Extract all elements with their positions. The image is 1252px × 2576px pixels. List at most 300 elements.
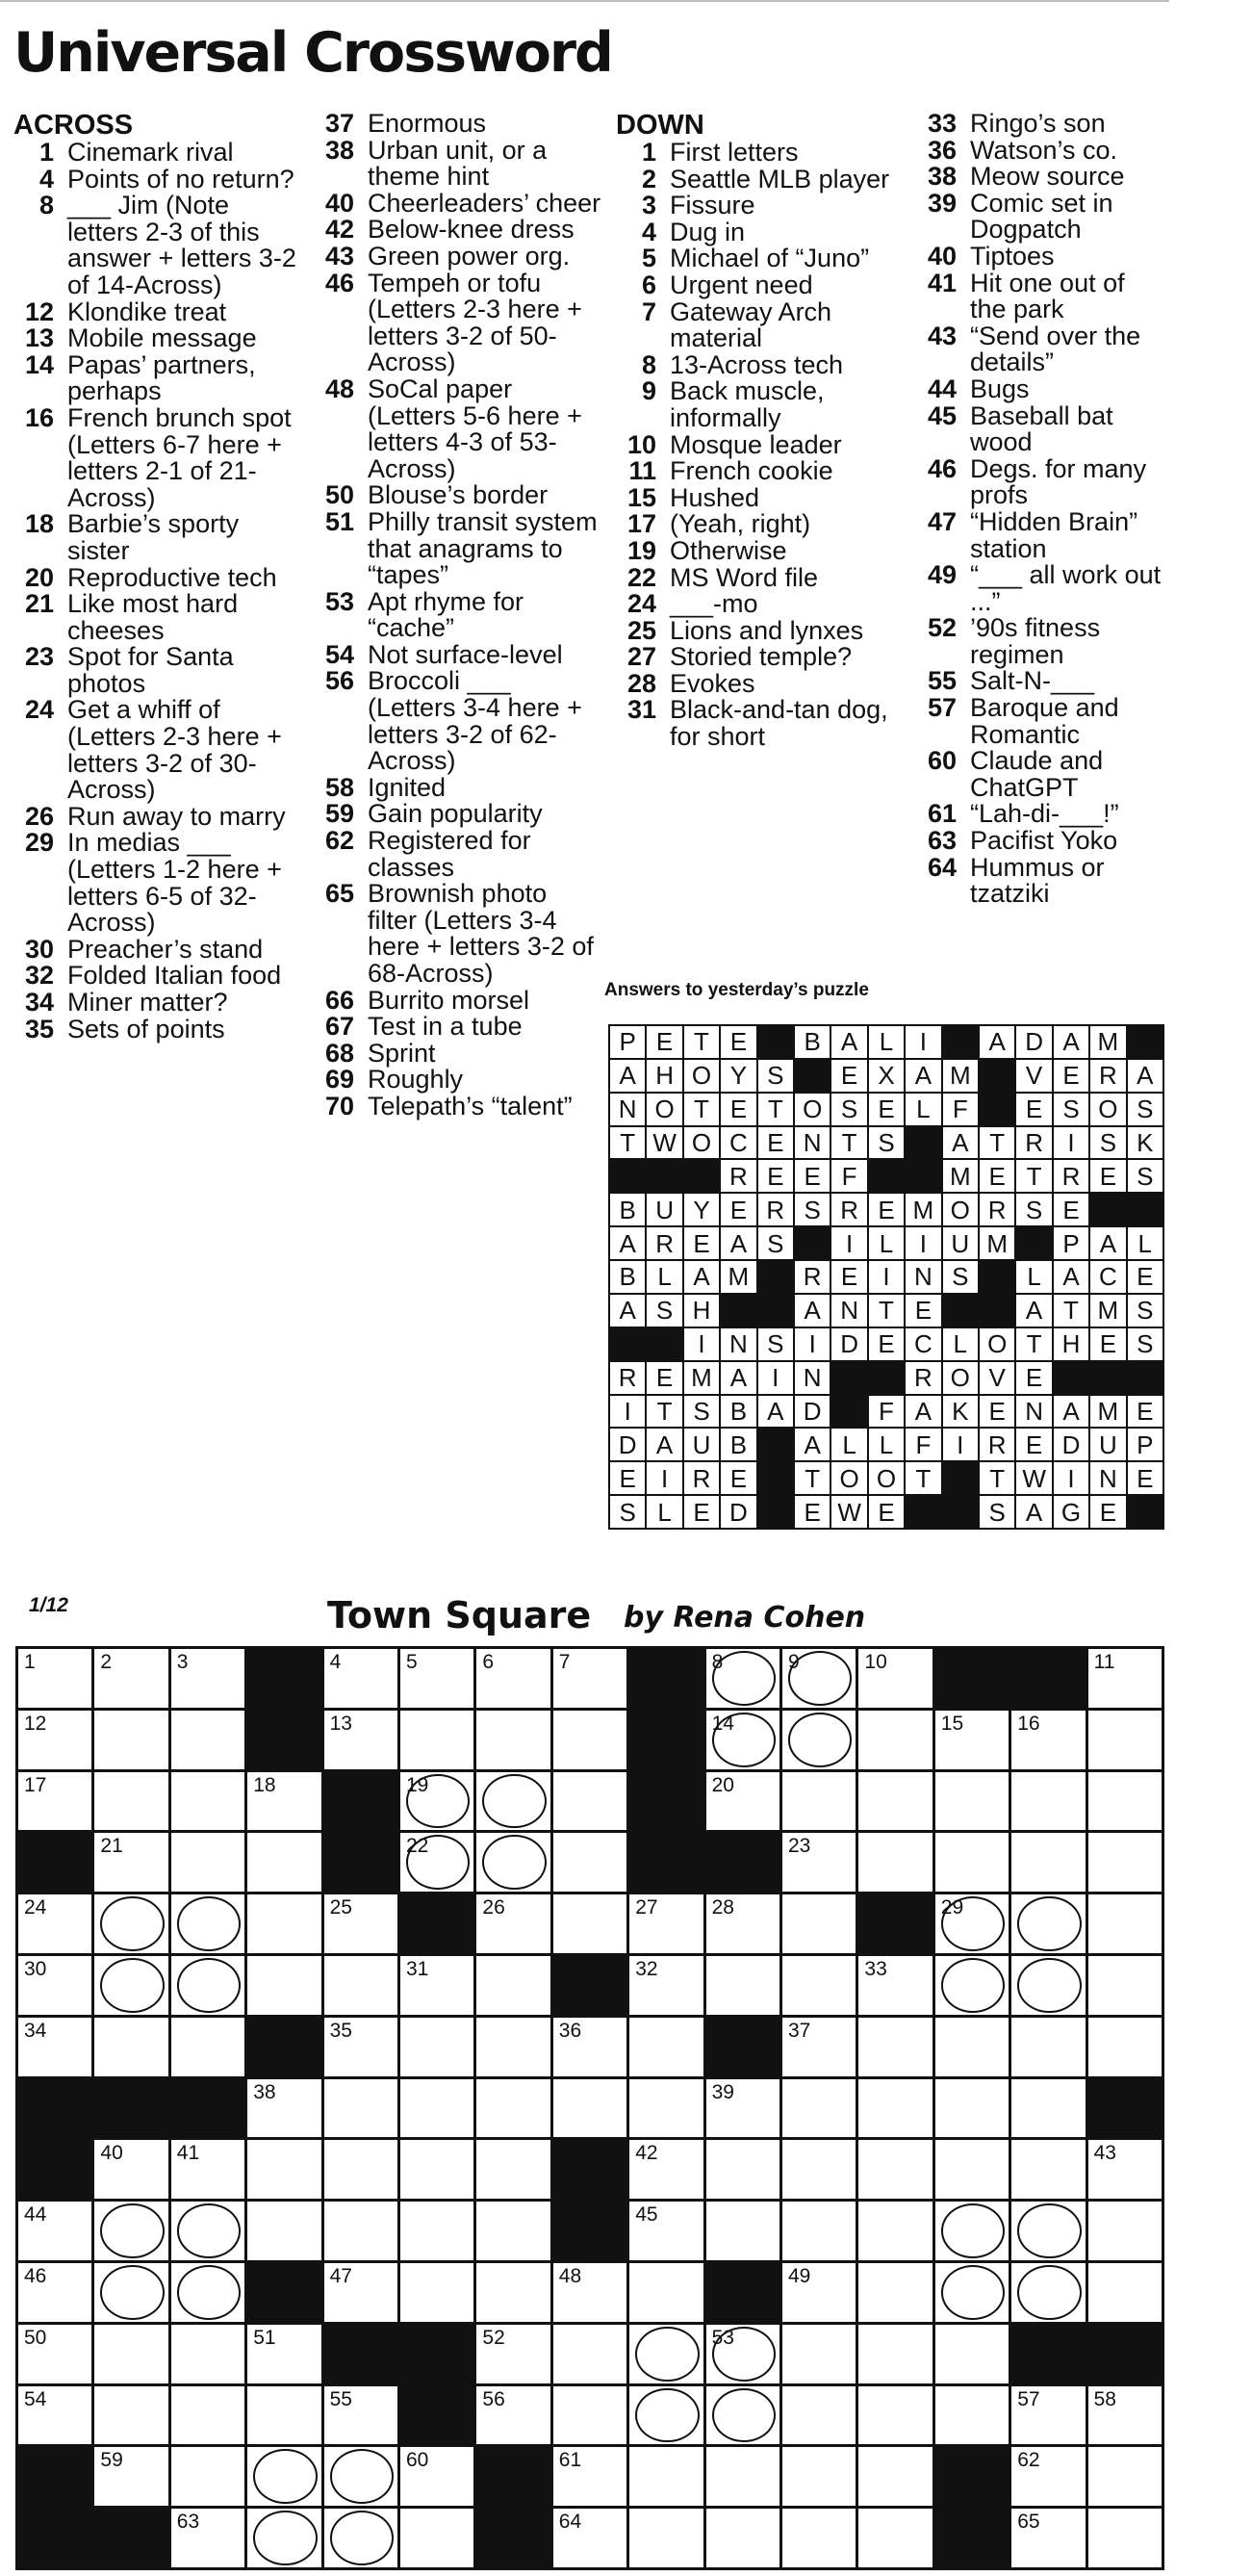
clue-item	[13, 140, 302, 167]
grid-cell[interactable]	[782, 1833, 856, 1892]
answer-cell: U	[1090, 1429, 1125, 1460]
clue-text: Tiptoes	[970, 241, 1055, 270]
grid-cell[interactable]	[247, 2447, 320, 2506]
clue-text: Hit one out of the park	[970, 268, 1125, 324]
grid-cell[interactable]	[324, 1711, 397, 1769]
grid-cell[interactable]	[629, 2079, 703, 2138]
grid-cell[interactable]	[935, 2018, 1009, 2076]
grid-cell[interactable]	[324, 2140, 397, 2199]
grid-cell[interactable]	[171, 2325, 244, 2383]
answer-cell: T	[684, 1026, 719, 1058]
grid-cell[interactable]	[553, 1649, 626, 1708]
answer-cell: N	[721, 1328, 755, 1360]
grid-cell[interactable]	[171, 1894, 244, 1953]
puzzle-title: Town Square	[327, 1594, 592, 1636]
grid-cell[interactable]	[706, 2386, 779, 2445]
clue-text: ___-mo	[670, 589, 758, 619]
clue-item	[13, 697, 302, 803]
grid-cell[interactable]	[476, 1772, 549, 1831]
clue-item	[13, 801, 302, 831]
grid-cell[interactable]	[476, 2079, 549, 2138]
grid-cell[interactable]	[782, 2263, 856, 2322]
grid-cell[interactable]	[1011, 2386, 1085, 2445]
grid-cell[interactable]	[171, 1649, 244, 1708]
grid-cell[interactable]	[782, 2018, 856, 2076]
grid-cell[interactable]	[400, 2263, 473, 2322]
grid-cell[interactable]	[706, 1894, 779, 1953]
clue-item	[616, 562, 905, 592]
clue-number: 63	[927, 826, 957, 856]
grid-cell[interactable]	[94, 2263, 167, 2322]
grid-cell[interactable]	[94, 1649, 167, 1708]
clue-item	[616, 644, 905, 671]
clue-text: Test in a tube	[368, 1012, 523, 1042]
grid-cell[interactable]	[247, 2202, 320, 2260]
grid-cell[interactable]	[706, 2202, 779, 2260]
grid-cell[interactable]	[553, 2079, 626, 2138]
answer-cell: T	[869, 1295, 904, 1327]
grid-cell[interactable]	[553, 2018, 626, 2076]
grid-cell[interactable]	[476, 1649, 549, 1708]
grid-cell[interactable]	[1011, 2447, 1085, 2506]
grid-cell[interactable]	[1011, 1894, 1085, 1953]
grid-cell[interactable]	[1088, 1649, 1162, 1708]
grid-cell[interactable]	[935, 2386, 1009, 2445]
grid-cell[interactable]	[94, 2386, 167, 2445]
grid-cell[interactable]	[324, 2263, 397, 2322]
answer-cell: L	[647, 1261, 681, 1293]
grid-cell[interactable]	[476, 1711, 549, 1769]
grid-cell[interactable]	[782, 2140, 856, 2199]
clue-text: Comic set in Dogpatch	[970, 188, 1113, 245]
clue-number: 45	[927, 400, 957, 430]
grid-cell[interactable]	[1088, 2386, 1162, 2445]
grid-cell[interactable]	[94, 2447, 167, 2506]
cell-number: 5	[406, 1651, 418, 1673]
clue-text: Dug in	[670, 217, 746, 246]
grid-cell[interactable]	[476, 1833, 549, 1892]
grid-cell[interactable]	[935, 1894, 1009, 1953]
grid-cell[interactable]	[171, 2386, 244, 2445]
grid-cell[interactable]	[18, 1956, 91, 2015]
answer-cell: L	[869, 1429, 904, 1460]
cell-number: 13	[329, 1712, 352, 1735]
grid-cell[interactable]	[1011, 1833, 1085, 1892]
grid-cell[interactable]	[553, 2509, 626, 2567]
grid-cell[interactable]	[1088, 2263, 1162, 2322]
clue-item	[616, 193, 905, 219]
clue-item	[13, 349, 302, 406]
grid-cell[interactable]	[782, 1772, 856, 1831]
clue-item	[13, 1014, 302, 1043]
grid-cell[interactable]	[706, 2509, 779, 2567]
answer-cell: F	[906, 1429, 940, 1460]
clue-number: 65	[324, 879, 354, 909]
grid-cell[interactable]	[782, 2325, 856, 2383]
answer-cell: S	[758, 1227, 793, 1259]
grid-cell[interactable]	[400, 1772, 473, 1831]
cell-number: 30	[24, 1958, 47, 1980]
grid-cell[interactable]	[94, 2018, 167, 2076]
grid-cell[interactable]	[935, 2079, 1009, 2138]
grid-cell[interactable]	[858, 2325, 932, 2383]
grid-cell[interactable]	[629, 2509, 703, 2567]
grid-cell[interactable]	[629, 2447, 703, 2506]
grid-cell[interactable]	[94, 2325, 167, 2383]
answer-cell: I	[943, 1429, 978, 1460]
clue-number: 68	[324, 1038, 354, 1068]
answer-cell: N	[795, 1127, 830, 1159]
answer-cell: A	[795, 1429, 830, 1460]
clue-text: Get a whiff of (Letters 2-3 here + letters 3-2 of 30-Across)	[67, 695, 282, 805]
grid-cell[interactable]	[400, 1956, 473, 2015]
grid-cell[interactable]	[706, 2325, 779, 2383]
grid-cell[interactable]	[171, 2447, 244, 2506]
grid-cell[interactable]	[1011, 1772, 1085, 1831]
grid-cell[interactable]	[18, 2202, 91, 2260]
cell-number: 49	[788, 2265, 811, 2287]
grid-cell[interactable]	[858, 1772, 932, 1831]
grid-cell[interactable]	[706, 2079, 779, 2138]
clue-text: Ignited	[368, 772, 447, 802]
grid-cell[interactable]	[18, 2325, 91, 2383]
circle-marker	[253, 2449, 317, 2504]
answer-cell: D	[721, 1496, 755, 1528]
grid-cell[interactable]	[553, 2386, 626, 2445]
clue-text: Bugs	[970, 374, 1030, 403]
grid-cell[interactable]	[324, 2079, 397, 2138]
grid-cell[interactable]	[324, 1956, 397, 2015]
clue-text: Preacher’s stand	[67, 934, 264, 964]
cell-number: 35	[329, 2019, 352, 2042]
answer-cell: I	[610, 1396, 645, 1428]
grid-cell[interactable]	[553, 2447, 626, 2506]
grid-cell[interactable]	[247, 2509, 320, 2567]
grid-cell[interactable]	[1011, 2202, 1085, 2260]
grid-cell[interactable]	[247, 1956, 320, 2015]
grid-cell[interactable]	[629, 2386, 703, 2445]
clue-number: 29	[24, 828, 54, 858]
grid-cell[interactable]	[476, 2386, 549, 2445]
answer-cell: S	[1128, 1328, 1163, 1360]
grid-cell[interactable]	[400, 1649, 473, 1708]
grid-cell[interactable]	[94, 1894, 167, 1953]
grid-cell[interactable]	[18, 1894, 91, 1953]
grid-cell[interactable]	[858, 1956, 932, 2015]
clue-item	[314, 772, 602, 802]
cell-number: 12	[24, 1712, 47, 1735]
clue-item	[13, 164, 302, 193]
cell-number: 8	[711, 1651, 724, 1673]
grid-cell[interactable]	[553, 1711, 626, 1769]
grid-cell[interactable]	[18, 2018, 91, 2076]
clue-text: “___ all work out ...”	[970, 560, 1162, 616]
grid-cell[interactable]	[1088, 1956, 1162, 2015]
grid-cell[interactable]	[1088, 1833, 1162, 1892]
grid-cell[interactable]	[18, 1711, 91, 1769]
grid-cell[interactable]	[324, 2509, 397, 2567]
grid-cell[interactable]	[706, 1956, 779, 2015]
cell-number: 23	[788, 1835, 811, 1858]
clue-number: 11	[628, 456, 656, 486]
answer-cell: E	[1054, 1060, 1088, 1092]
grid-cell[interactable]	[706, 2140, 779, 2199]
grid-cell[interactable]	[629, 1956, 703, 2015]
grid-cell[interactable]	[935, 2263, 1009, 2322]
grid-cell[interactable]	[1088, 1772, 1162, 1831]
cell-number: 54	[24, 2387, 47, 2410]
circle-marker	[1017, 2265, 1081, 2320]
grid-cell[interactable]	[858, 2509, 932, 2567]
grid-cell[interactable]	[400, 2202, 473, 2260]
grid-cell[interactable]	[629, 2263, 703, 2322]
answer-cell: E	[795, 1160, 830, 1192]
grid-cell[interactable]	[1088, 1894, 1162, 1953]
grid-cell[interactable]	[476, 1956, 549, 2015]
grid-cell[interactable]	[400, 2018, 473, 2076]
grid-cell[interactable]	[706, 2447, 779, 2506]
grid-cell[interactable]	[324, 1649, 397, 1708]
grid-cell[interactable]	[553, 1894, 626, 1953]
grid-cell[interactable]	[94, 1711, 167, 1769]
clue-number: 42	[324, 215, 354, 245]
grid-cell[interactable]	[171, 1772, 244, 1831]
grid-cell[interactable]	[171, 2509, 244, 2567]
grid-cell[interactable]	[171, 1833, 244, 1892]
grid-cell[interactable]	[247, 2386, 320, 2445]
grid-cell[interactable]	[553, 1833, 626, 1892]
grid-cell[interactable]	[1011, 2079, 1085, 2138]
grid-cell[interactable]	[324, 2386, 397, 2445]
grid-cell[interactable]	[1011, 2140, 1085, 2199]
clue-number: 48	[324, 374, 354, 403]
clue-number: 40	[324, 188, 354, 218]
grid-cell[interactable]	[553, 2325, 626, 2383]
grid-cell[interactable]	[553, 2263, 626, 2322]
clue-text: Sprint	[368, 1038, 436, 1068]
clue-text: Mobile message	[67, 323, 257, 353]
cell-number: 39	[711, 2080, 734, 2103]
grid-cell[interactable]	[858, 2447, 932, 2506]
grid-cell[interactable]	[1088, 2509, 1162, 2567]
clue-number: 24	[626, 589, 656, 619]
grid-cell[interactable]	[858, 2079, 932, 2138]
grid-cell[interactable]	[858, 1833, 932, 1892]
grid-cell[interactable]	[1011, 2263, 1085, 2322]
grid-cell[interactable]	[476, 2140, 549, 2199]
grid-cell[interactable]	[1088, 2202, 1162, 2260]
grid-cell[interactable]	[1011, 1956, 1085, 2015]
grid-cell[interactable]	[171, 1956, 244, 2015]
grid-cell[interactable]	[782, 2509, 856, 2567]
answer-cell: E	[721, 1194, 755, 1225]
answer-cell: I	[906, 1026, 940, 1058]
grid-cell[interactable]	[706, 1711, 779, 1769]
clue-item	[13, 644, 302, 697]
grid-cell[interactable]	[476, 1894, 549, 1953]
clue-item	[616, 535, 905, 565]
answer-cell: R	[1016, 1127, 1051, 1159]
clue-item	[616, 615, 905, 645]
grid-cell[interactable]	[782, 2202, 856, 2260]
grid-cell[interactable]	[400, 1711, 473, 1769]
clue-number: 46	[927, 453, 957, 483]
clue-text: Pacifist Yoko	[970, 826, 1118, 856]
answer-cell: D	[1054, 1429, 1088, 1460]
grid-cell[interactable]	[935, 2325, 1009, 2383]
grid-cell[interactable]	[400, 2140, 473, 2199]
grid-cell[interactable]	[94, 1956, 167, 2015]
grid-cell[interactable]	[858, 1711, 932, 1769]
grid-cell[interactable]	[782, 1956, 856, 2015]
grid-cell[interactable]	[400, 2079, 473, 2138]
clue-text: “Hidden Brain” station	[970, 506, 1138, 563]
grid-cell[interactable]	[629, 2325, 703, 2383]
clue-text: Registered for classes	[368, 826, 531, 882]
grid-cell[interactable]	[247, 1772, 320, 1831]
grid-cell[interactable]	[171, 2140, 244, 2199]
clue-item	[916, 453, 1166, 510]
grid-cell[interactable]	[400, 1833, 473, 1892]
clue-number: 5	[641, 244, 656, 273]
clue-item	[916, 241, 1166, 270]
grid-cell[interactable]	[1088, 2018, 1162, 2076]
grid-cell[interactable]	[171, 2263, 244, 2322]
grid-cell[interactable]	[782, 2447, 856, 2506]
clue-text: Salt-N-___	[970, 666, 1095, 696]
grid-cell[interactable]	[1088, 1711, 1162, 1769]
answer-cell: E	[980, 1160, 1014, 1192]
grid-cell[interactable]	[858, 1649, 932, 1708]
cell-number: 36	[558, 2019, 582, 2042]
grid-cell[interactable]	[324, 2018, 397, 2076]
grid-cell[interactable]	[247, 2140, 320, 2199]
answer-cell: L	[1128, 1227, 1163, 1259]
answer-cell: M	[980, 1227, 1014, 1259]
grid-cell[interactable]	[94, 2140, 167, 2199]
clue-item	[314, 801, 602, 828]
cell-number: 2	[100, 1651, 113, 1673]
grid-cell[interactable]	[935, 2140, 1009, 2199]
grid-cell[interactable]	[476, 2018, 549, 2076]
answer-cell: E	[906, 1295, 940, 1327]
grid-cell[interactable]	[247, 2325, 320, 2383]
grid-cell[interactable]	[629, 2140, 703, 2199]
clue-text: Ringo’s son	[970, 109, 1106, 138]
grid-cell[interactable]	[935, 1772, 1009, 1831]
grid-cell[interactable]	[18, 2263, 91, 2322]
grid-cell[interactable]	[18, 1772, 91, 1831]
grid-cell[interactable]	[324, 2202, 397, 2260]
grid-cell[interactable]	[629, 2202, 703, 2260]
grid-cell[interactable]	[1088, 2140, 1162, 2199]
clue-number: 41	[927, 268, 957, 297]
cell-number: 1	[24, 1651, 36, 1673]
grid-cell[interactable]	[247, 2079, 320, 2138]
clue-item	[314, 188, 602, 218]
grid-cell[interactable]	[706, 1772, 779, 1831]
grid-cell[interactable]	[935, 1711, 1009, 1769]
clue-number: 20	[24, 562, 54, 592]
grid-cell[interactable]	[400, 2509, 473, 2567]
grid-cell[interactable]	[629, 1894, 703, 1953]
clue-item	[616, 219, 905, 246]
cell-number: 20	[711, 1773, 734, 1796]
answer-cell: E	[1090, 1328, 1125, 1360]
grid-cell[interactable]	[476, 2263, 549, 2322]
grid-cell[interactable]	[94, 2202, 167, 2260]
grid-cell[interactable]	[18, 1649, 91, 1708]
grid-cell[interactable]	[782, 2386, 856, 2445]
clue-text: Spot for Santa photos	[67, 642, 234, 698]
clue-number: 31	[626, 695, 656, 725]
grid-cell[interactable]	[171, 1711, 244, 1769]
grid-cell[interactable]	[782, 1711, 856, 1769]
grid-cell[interactable]	[324, 1894, 397, 1953]
grid-cell[interactable]	[858, 2140, 932, 2199]
grid-cell[interactable]	[782, 2079, 856, 2138]
clue-text: French brunch spot (Letters 6-7 here + letters 2-1 of 21-Across)	[67, 402, 292, 512]
grid-cell[interactable]	[629, 2018, 703, 2076]
grid-cell[interactable]	[1011, 2018, 1085, 2076]
grid-cell[interactable]	[782, 1894, 856, 1953]
grid-cell[interactable]	[858, 2263, 932, 2322]
grid-cell[interactable]	[171, 2202, 244, 2260]
grid-cell[interactable]	[247, 1894, 320, 1953]
circle-marker	[635, 2388, 699, 2443]
grid-cell[interactable]	[553, 1772, 626, 1831]
answer-cell: T	[610, 1127, 645, 1159]
grid-cell[interactable]	[1088, 2447, 1162, 2506]
grid-cell[interactable]	[400, 2447, 473, 2506]
answer-cell: B	[610, 1194, 645, 1225]
grid-cell[interactable]	[18, 2386, 91, 2445]
clue-number: 34	[24, 988, 54, 1017]
grid-cell[interactable]	[324, 2447, 397, 2506]
clue-item	[916, 562, 1166, 615]
clue-number: 43	[927, 321, 957, 350]
grid-cell[interactable]	[1011, 1711, 1085, 1769]
grid-cell[interactable]	[94, 1772, 167, 1831]
answer-cell: R	[1054, 1160, 1088, 1192]
grid-cell[interactable]	[935, 2202, 1009, 2260]
cell-number: 65	[1017, 2511, 1040, 2534]
grid-cell[interactable]	[476, 2202, 549, 2260]
clue-number: 27	[626, 642, 656, 672]
circle-marker	[100, 2265, 164, 2320]
clue-text: Barbie’s sporty sister	[67, 509, 240, 565]
grid-cell[interactable]	[171, 2018, 244, 2076]
grid-cell[interactable]	[858, 2202, 932, 2260]
clue-item	[616, 164, 905, 193]
grid-cell[interactable]	[858, 2018, 932, 2076]
answer-cell: E	[758, 1160, 793, 1192]
answer-cell: T	[684, 1094, 719, 1125]
grid-cell[interactable]	[94, 1833, 167, 1892]
grid-cell[interactable]	[858, 2386, 932, 2445]
grid-cell[interactable]	[935, 1833, 1009, 1892]
answer-cell: O	[684, 1060, 719, 1092]
answer-cell: E	[831, 1261, 866, 1293]
clue-item	[13, 193, 302, 298]
clue-item	[13, 562, 302, 592]
grid-cell[interactable]	[782, 1649, 856, 1708]
grid-cell[interactable]	[476, 2325, 549, 2383]
grid-cell[interactable]	[706, 1649, 779, 1708]
grid-cell[interactable]	[1011, 2509, 1085, 2567]
grid-cell[interactable]	[935, 1956, 1009, 2015]
grid-cell[interactable]	[247, 1833, 320, 1892]
